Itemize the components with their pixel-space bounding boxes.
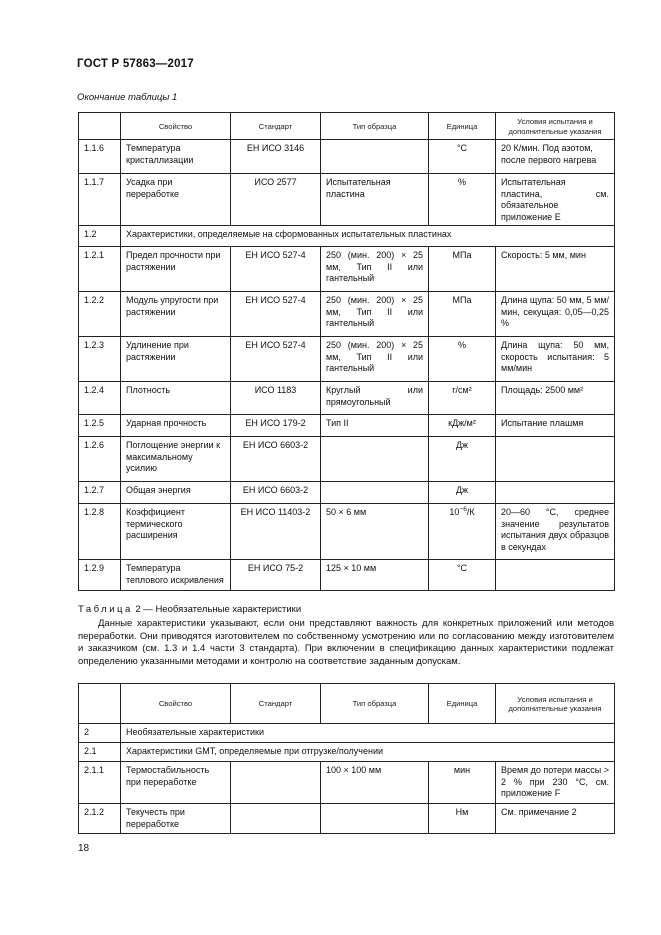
table-row	[79, 504, 615, 560]
row-number: 2	[79, 724, 121, 743]
standard-cell	[231, 804, 321, 834]
sample-cell: 250 (мин. 200) × 25 мм, Тип II или гантельный	[321, 292, 429, 337]
unit-cell: мин	[429, 762, 496, 804]
unit-cell: Нм	[429, 804, 496, 834]
conditions-cell: См. примечание 2	[496, 804, 615, 834]
section-title-cell: Необязательные характеристики	[121, 724, 615, 743]
standard-cell: ЕН ИСО 527-4	[231, 292, 321, 337]
property-cell: Усадка при переработке	[121, 174, 231, 226]
property-cell: Предел прочности при растяжении	[121, 247, 231, 292]
table-header-row	[79, 684, 615, 724]
property-cell: Модуль упругости при растяжении	[121, 292, 231, 337]
unit-cell: г/см²	[429, 382, 496, 415]
property-cell: Плотность	[121, 382, 231, 415]
unit-cell: %	[429, 174, 496, 226]
sample-cell: 250 (мин. 200) × 25 мм, Тип II или гантельный	[321, 247, 429, 292]
table-2	[78, 683, 615, 834]
row-number: 1.2.1	[79, 247, 121, 292]
unit-cell: МПа	[429, 292, 496, 337]
standard-cell: ЕН ИСО 6603-2	[231, 482, 321, 504]
table-row	[79, 415, 615, 437]
header-cell: Свойство	[121, 684, 231, 724]
table2-caption	[78, 604, 301, 615]
table2-caption-prefix: Таблица	[78, 604, 133, 615]
sample-cell: Круглый или прямоугольный	[321, 382, 429, 415]
row-number: 1.2.8	[79, 504, 121, 560]
standard-cell: ЕН ИСО 6603-2	[231, 437, 321, 482]
conditions-cell	[496, 437, 615, 482]
header-cell	[79, 113, 121, 140]
table-row	[79, 482, 615, 504]
sample-cell: 100 × 100 мм	[321, 762, 429, 804]
table-1	[78, 112, 615, 591]
table-header-row	[79, 113, 615, 140]
table-row	[79, 292, 615, 337]
table-row	[79, 140, 615, 174]
row-number: 2.1.2	[79, 804, 121, 834]
unit-exponent: −6	[459, 506, 467, 513]
header-cell	[79, 684, 121, 724]
row-number: 2.1.1	[79, 762, 121, 804]
table-row	[79, 762, 615, 804]
sample-cell	[321, 437, 429, 482]
standard-cell: ЕН ИСО 527-4	[231, 337, 321, 382]
intro-text: Данные характеристики указывают, если они представляют важность для конкретных приложений или методов переработки. Они приводятся изготовителем по собственному усмотрению или по согласованию между изготовителем и заказчиком (см. 1.3 и 1.4 части 3 стандарта). При включении в спецификацию данных характеристики подлежат определению указанными методами и контролю на соответствие заданным допускам.	[78, 618, 614, 667]
row-number: 1.1.7	[79, 174, 121, 226]
unit-cell	[429, 504, 496, 560]
conditions-cell: Площадь: 2500 мм²	[496, 382, 615, 415]
property-cell: Температура теплового искривления	[121, 560, 231, 591]
header-cell: Стандарт	[231, 684, 321, 724]
row-number: 1.2.2	[79, 292, 121, 337]
sample-cell	[321, 482, 429, 504]
standard-cell: ЕН ИСО 3146	[231, 140, 321, 174]
sample-cell: Испытательная пластина	[321, 174, 429, 226]
sample-cell: 50 × 6 мм	[321, 504, 429, 560]
property-cell: Температура кристаллизации	[121, 140, 231, 174]
row-number: 1.1.6	[79, 140, 121, 174]
header-cell: Свойство	[121, 113, 231, 140]
row-number: 1.2.5	[79, 415, 121, 437]
unit-cell: Дж	[429, 437, 496, 482]
conditions-cell	[496, 482, 615, 504]
conditions-cell: Длина щупа: 50 мм, 5 мм/мин, секущая: 0,05—0,25 %	[496, 292, 615, 337]
conditions-cell: Время до потери массы > 2 % при 230 °C, см. приложение F	[496, 762, 615, 804]
property-cell: Текучесть при переработке	[121, 804, 231, 834]
sample-cell	[321, 140, 429, 174]
table-row	[79, 247, 615, 292]
property-cell: Общая энергия	[121, 482, 231, 504]
standard-cell: ИСО 2577	[231, 174, 321, 226]
unit-base: 10	[449, 507, 460, 517]
unit-suffix: /К	[466, 507, 475, 517]
table-row	[79, 560, 615, 591]
header-cell: Условия испытания и дополнительные указания	[496, 113, 615, 140]
unit-cell: МПа	[429, 247, 496, 292]
row-number: 1.2	[79, 226, 121, 247]
header-cell: Тип образца	[321, 684, 429, 724]
conditions-cell: Скорость: 5 мм, мин	[496, 247, 615, 292]
section-title-cell: Характеристики, определяемые на сформованных испытательных пластинах	[121, 226, 615, 247]
table-row	[79, 382, 615, 415]
property-cell: Термостабильность при переработке	[121, 762, 231, 804]
property-cell: Поглощение энергии к максимальному усилию	[121, 437, 231, 482]
conditions-cell: 20 К/мин. Под азотом, после первого нагрева	[496, 140, 615, 174]
standard-cell: ЕН ИСО 75-2	[231, 560, 321, 591]
conditions-cell: Длина щупа: 50 мм, скорость испытания: 5 мм/мин	[496, 337, 615, 382]
standard-cell: ИСО 1183	[231, 382, 321, 415]
header-cell: Стандарт	[231, 113, 321, 140]
sample-cell: Тип II	[321, 415, 429, 437]
table-section-row	[79, 743, 615, 762]
table2-caption-title: 2 — Необязательные характеристики	[132, 604, 302, 615]
row-number: 1.2.3	[79, 337, 121, 382]
sample-cell: 250 (мин. 200) × 25 мм, Тип II или гантельный	[321, 337, 429, 382]
sample-cell	[321, 804, 429, 834]
row-number: 1.2.9	[79, 560, 121, 591]
property-cell: Ударная прочность	[121, 415, 231, 437]
unit-cell: Дж	[429, 482, 496, 504]
table2-intro-paragraph	[78, 618, 614, 668]
table-row	[79, 174, 615, 226]
standard-cell: ЕН ИСО 527-4	[231, 247, 321, 292]
standard-cell	[231, 762, 321, 804]
property-cell: Коэффициент термического расширения	[121, 504, 231, 560]
table-row	[79, 804, 615, 834]
row-number: 2.1	[79, 743, 121, 762]
unit-cell: °C	[429, 140, 496, 174]
row-number: 1.2.4	[79, 382, 121, 415]
page-number: 18	[78, 843, 90, 854]
header-cell: Тип образца	[321, 113, 429, 140]
unit-cell: %	[429, 337, 496, 382]
standard-cell: ЕН ИСО 179-2	[231, 415, 321, 437]
document-title: ГОСТ Р 57863—2017	[77, 58, 194, 70]
conditions-cell	[496, 560, 615, 591]
section-title-cell: Характеристики GMT, определяемые при отгрузке/получении	[121, 743, 615, 762]
header-cell: Единица	[429, 684, 496, 724]
conditions-cell: 20—60 °C, среднее значение результатов испытания двух образцов в секундах	[496, 504, 615, 560]
header-cell: Условия испытания и дополнительные указания	[496, 684, 615, 724]
row-number: 1.2.7	[79, 482, 121, 504]
table1-caption: Окончание таблицы 1	[77, 92, 178, 103]
table-section-row	[79, 226, 615, 247]
conditions-cell: Испытательная пластина, см. обязательное приложение E	[496, 174, 615, 226]
unit-cell: °C	[429, 560, 496, 591]
row-number: 1.2.6	[79, 437, 121, 482]
sample-cell: 125 × 10 мм	[321, 560, 429, 591]
table-section-row	[79, 724, 615, 743]
header-cell: Единица	[429, 113, 496, 140]
property-cell: Удлинение при растяжении	[121, 337, 231, 382]
unit-cell: кДж/м²	[429, 415, 496, 437]
conditions-cell: Испытание плашмя	[496, 415, 615, 437]
table-row	[79, 437, 615, 482]
standard-cell: ЕН ИСО 11403-2	[231, 504, 321, 560]
table-row	[79, 337, 615, 382]
